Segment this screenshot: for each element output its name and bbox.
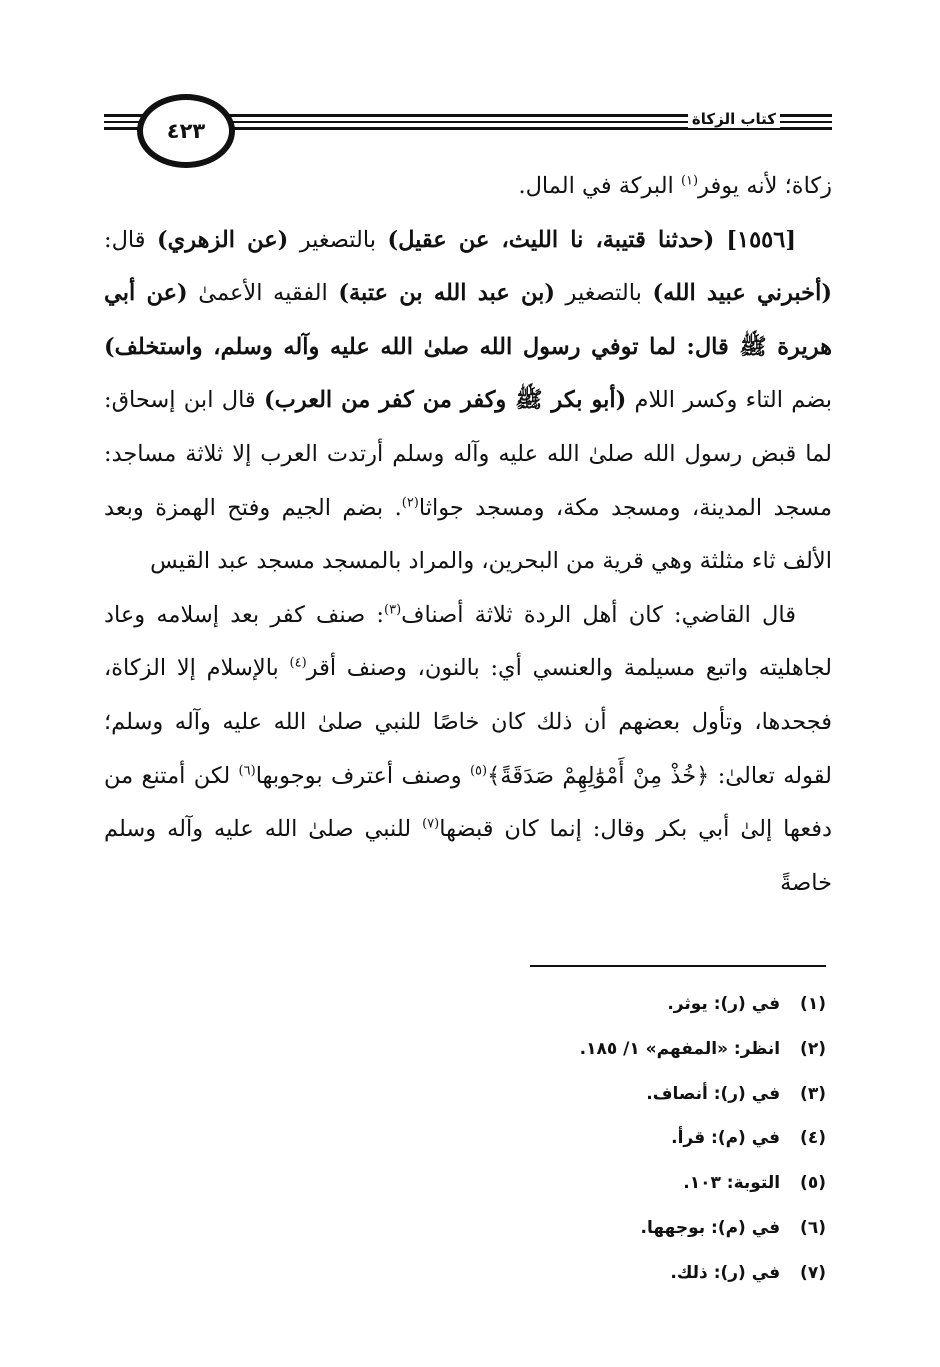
footnote-6 bbox=[104, 1206, 826, 1251]
text-run: بضم التاء وكسر اللام bbox=[626, 387, 833, 414]
text-run: بالتصغير bbox=[288, 226, 388, 253]
footnote-text: التوبة: ١٠٣. bbox=[683, 1173, 781, 1194]
footnote-7 bbox=[104, 1251, 826, 1296]
paragraph-hadith-1556 bbox=[104, 214, 832, 589]
footnote-ref-5: (٥) bbox=[469, 763, 488, 779]
bold-run: (أخبرني عبيد الله) bbox=[652, 280, 832, 307]
page-header bbox=[104, 92, 832, 170]
footnote-text: في (م): قرأ. bbox=[671, 1128, 781, 1149]
text-run: وصنف أعترف بوجوبها bbox=[255, 762, 470, 789]
main-text bbox=[104, 160, 832, 910]
footnote-ref-6: (٦) bbox=[238, 763, 256, 779]
footnote-text: في (ر): ذلك. bbox=[670, 1262, 781, 1283]
quran-quote: ﴿خُذْ مِنْ أَمْوَٰلِهِمْ صَدَقَةً﴾ bbox=[487, 762, 710, 789]
footnote-ref-7: (٧) bbox=[422, 816, 440, 832]
text-run: زكاة؛ لأنه يوفر bbox=[698, 173, 832, 199]
running-title: كتاب الزكاة bbox=[688, 110, 780, 128]
footnote-2 bbox=[104, 1027, 826, 1072]
footnote-5 bbox=[104, 1161, 826, 1206]
footnote-number: (١) bbox=[800, 994, 826, 1014]
text-run: بالإسلام إلا الزكاة، فجحدها، وتأول بعضهم أن ذلك كان خاصًا للنبي صلىٰ الله عليه وآله وسلم؛ لقوله تعالىٰ: bbox=[104, 655, 832, 789]
bold-run: (عن أبي هريرة ﷺ قال: لما توفي رسول الله صلىٰ الله عليه وآله وسلم، واستخلف) bbox=[104, 280, 832, 360]
text-run: قال ابن إسحاق: لما قبض رسول الله صلىٰ الله عليه وآله وسلم أرتدت العرب إلا ثلاثة مساجد: مسجد المدينة، ومسجد مكة، ومسجد جواثا bbox=[104, 387, 832, 521]
bold-run: (عن الزهري) bbox=[156, 226, 289, 253]
bold-run: (أبو بكر ﷺ وكفر من كفر من العرب) bbox=[263, 387, 627, 414]
footnote-number: (٧) bbox=[800, 1262, 826, 1283]
footnote-ref-1: (١) bbox=[680, 173, 699, 189]
paragraph-1 bbox=[104, 160, 832, 214]
footnote-number: (٤) bbox=[800, 1128, 826, 1149]
text-run: البركة في المال. bbox=[518, 173, 681, 199]
footnote-ref-4: (٤) bbox=[289, 655, 307, 671]
footnote-text: في (ر): أنصاف. bbox=[646, 1083, 781, 1104]
text-run: قال: bbox=[104, 226, 157, 253]
text-run: . بضم الجيم وفتح الهمزة وبعد الألف ثاء مثلثة وهي قرية من البحرين، والمراد بالمسجد مسجد عبد القيس bbox=[104, 494, 832, 575]
page-number: ٤٢٣ bbox=[166, 119, 206, 143]
footnote-number: (٣) bbox=[800, 1083, 826, 1104]
footnote-ref-2: (٢) bbox=[401, 495, 419, 511]
footnote-text: في (م): بوجهها. bbox=[640, 1217, 781, 1238]
text-run: الفقيه الأعمىٰ bbox=[187, 280, 339, 307]
text-run: بالتصغير bbox=[555, 280, 653, 307]
text-run: لكن أمتنع من دفعها إلىٰ أبي بكر وقال: إنما كان قبضها bbox=[104, 762, 832, 843]
footnote-ref-3: (٣) bbox=[384, 602, 402, 618]
page-number-badge bbox=[137, 94, 235, 168]
bold-run: (بن عبد الله بن عتبة) bbox=[338, 280, 556, 307]
footnote-1 bbox=[104, 982, 826, 1027]
footnotes bbox=[104, 982, 826, 1296]
footnote-separator bbox=[530, 965, 826, 967]
footnote-3 bbox=[104, 1072, 826, 1117]
footnote-text: في (ر): يوثر. bbox=[667, 994, 781, 1014]
text-run: : صنف كفر بعد إسلامه وعاد لجاهليته واتبع مسيلمة والعنسي أي: بالنون، وصنف أقر bbox=[104, 601, 832, 682]
footnote-number: (٢) bbox=[800, 1038, 826, 1059]
footnote-number: (٥) bbox=[800, 1173, 826, 1194]
footnote-text: انظر: «المفهم» ١/ ١٨٥. bbox=[579, 1038, 781, 1059]
bold-run: [١٥٥٦] (حدثنا قتيبة، نا الليث، عن عقيل) bbox=[387, 226, 796, 253]
paragraph-qadi bbox=[104, 589, 832, 911]
footnote-4 bbox=[104, 1116, 826, 1161]
text-run: قال القاضي: كان أهل الردة ثلاثة أصناف bbox=[401, 601, 796, 628]
footnote-number: (٦) bbox=[800, 1217, 826, 1238]
text-run: للنبي صلىٰ الله عليه وآله وسلم خاصةً bbox=[104, 816, 832, 896]
